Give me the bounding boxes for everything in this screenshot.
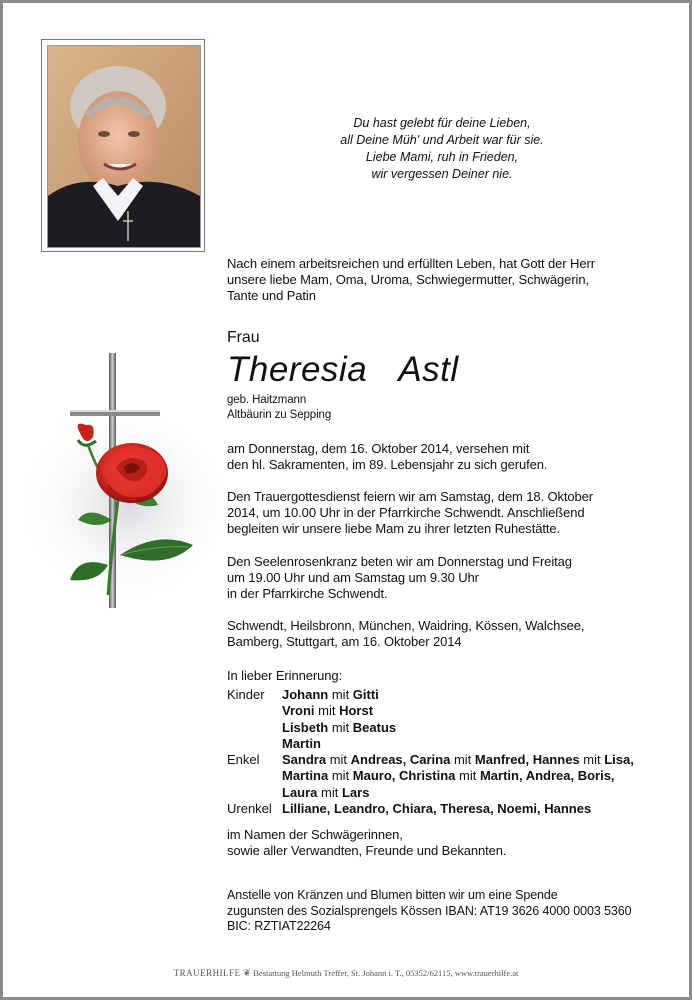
relative-name: Johann [282,687,329,702]
relative-name: Mauro, [352,768,396,784]
footer-text: Bestattung Helmuth Treffer, St. Johann i. T., 05352/62115, www.trauerhilfe.at [253,968,519,978]
deceased-name: Theresia Astl [227,350,459,389]
relative-name: Lisa, [604,752,634,768]
flower-icon: ❦ [242,968,252,979]
salutation: Frau [227,329,260,346]
family-row-urenkel [227,801,634,817]
relative-name: Martin [282,735,321,751]
donation-note [227,888,631,935]
relative-name: Lisbeth [282,719,329,735]
poem-line: all Deine Müh' und Arbeit war für sie. [340,133,544,147]
family-row-enkel: Enkel Sandra mit Andreas, Carina mit Manfred, Hannes mit Lisa, [227,752,634,768]
relative-name: Manfred, Hannes [474,752,580,768]
enkel-label: Enkel [227,752,260,768]
born-name: geb. Haitzmann [227,394,307,406]
rosary-line: in der Pfarrkirche Schwendt. [227,586,388,601]
intro-line: unsere liebe Mam, Oma, Uroma, Schwiegermutter, Schwägerin, [227,272,589,287]
place-date-line: Bamberg, Stuttgart, am 16. Oktober 2014 [227,634,462,649]
relative-name: Christina [399,768,456,784]
footer-brand: TRAUERHILFE [173,968,241,978]
funeral-info [227,489,593,537]
funeral-line: 2014, um 10.00 Uhr in der Pfarrkirche Schwendt. Anschließend [227,505,585,520]
place-date-line: Schwendt, Heilsbronn, München, Waidring, Kössen, Walchsee, [227,618,585,633]
relative-name: Lilliane, Leandro, Chiara, Theresa, Noemi, Hannes [282,801,592,817]
memory-heading: In lieber Erinnerung: [227,668,342,683]
funeral-line: Den Trauergottesdienst feiern wir am Samstag, dem 18. Oktober [227,489,594,504]
relative-name: Horst [339,703,374,719]
death-notice [227,441,547,473]
death-notice-line: am Donnerstag, dem 16. Oktober 2014, versehen mit [227,441,530,456]
relative-name: Martin, Andrea, Boris, [479,768,615,784]
relative-name: Beatus [352,719,397,735]
relative-name: Gitti [352,687,379,702]
intro-line: Nach einem arbeitsreichen und erfüllten Leben, hat Gott der Herr [227,256,595,271]
rosary-info [227,554,572,602]
donation-line: BIC: RZTIAT22264 [227,919,331,933]
intro-text [227,256,647,304]
rosary-line: um 19.00 Uhr und am Samstag um 9.30 Uhr [227,570,479,585]
relative-name: Andreas, Carina [350,752,451,768]
rosary-line: Den Seelenrosenkranz beten wir am Donnerstag und Freitag [227,554,572,569]
family-row-kinder: Kinder Johann mit Gitti [227,687,379,702]
urenkel-label: Urenkel [227,801,272,817]
place-date [227,618,584,650]
intro-line: Tante und Patin [227,288,316,303]
deceased-details [227,393,331,423]
funeral-line: begleiten wir unsere liebe Mam zu ihrer letzten Ruhestätte. [227,521,560,536]
deceased-title: Altbäurin zu Sepping [227,409,332,421]
portrait-frame [41,39,205,252]
portrait-photo [47,45,201,248]
family-list: Kinder Johann mit Gitti Vroni mit Horst Lisbeth mit Beatus Martin Enkel Sandra mit Andreas, Carina mit Manfred, Hannes mit Lisa, Martina mit Mauro, Christina mit Martin, Andrea, Boris, Laura mit Lars Urenkel Lilliane, Leandro, Chiara, Theresa, Noemi, Hannes [227,687,634,817]
poem-line: Du hast gelebt für deine Lieben, [353,116,531,130]
relative-name: Lars [341,784,370,800]
relative-name: Vroni [282,703,315,719]
donation-line: zugunsten des Sozialsprengels Kössen IBAN: AT19 3626 4000 0003 5360 [227,903,632,918]
closing-line: sowie aller Verwandten, Freunde und Bekannten. [227,843,507,858]
relative-name: Laura [282,784,318,800]
relative-name: Sandra [282,752,327,768]
closing-line: im Namen der Schwägerinnen, [227,827,403,842]
relative-name: Martina [282,768,329,784]
poem-line: Liebe Mami, ruh in Frieden, [365,150,519,164]
poem-line: wir vergessen Deiner nie. [371,167,513,181]
death-notice-line: den hl. Sakramenten, im 89. Lebensjahr zu sich gerufen. [227,457,548,472]
kinder-label: Kinder [227,687,265,702]
poem [318,115,566,183]
donation-line: Anstelle von Kränzen und Blumen bitten wir um eine Spende [227,888,558,902]
cross-with-rose-icon [8,345,223,635]
footer [0,968,692,979]
closing-text [227,827,506,859]
